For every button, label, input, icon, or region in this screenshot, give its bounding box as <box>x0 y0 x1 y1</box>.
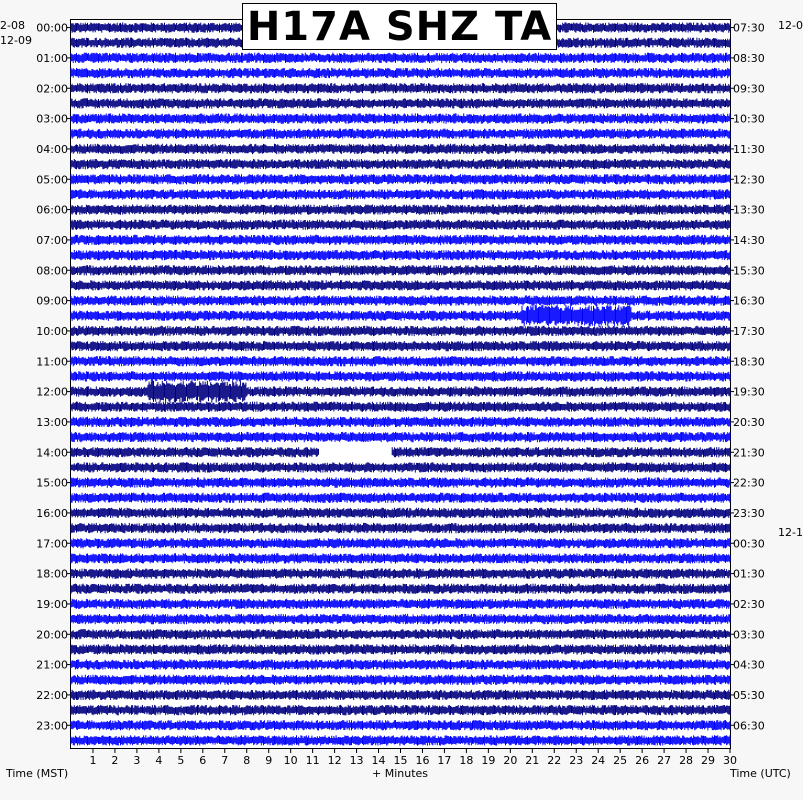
left-tick-label: 06:00 <box>36 203 68 217</box>
x-tick-label: 27 <box>657 754 672 767</box>
left-tick-label: 11:00 <box>36 355 68 369</box>
x-tick-label: 25 <box>613 754 628 767</box>
left-tick-label: 09:00 <box>36 294 68 308</box>
right-tick-label: 11:30 <box>733 142 765 156</box>
right-tick-label: 19:30 <box>733 385 765 399</box>
chart-title: H17A SHZ TA <box>246 3 553 50</box>
left-tick-label: 13:00 <box>36 415 68 429</box>
right-tick-label: 13:30 <box>733 203 765 217</box>
x-tick-label: 18 <box>459 754 474 767</box>
right-tick-label: 15:30 <box>733 264 765 278</box>
left-tick-label: 02:00 <box>36 82 68 96</box>
right-tick-label: 03:30 <box>733 628 765 642</box>
right-tick-label: 01:30 <box>733 567 765 581</box>
left-tick-label: 08:00 <box>36 264 68 278</box>
left-tick-label: 21:00 <box>36 658 68 672</box>
x-left-axis-label: Time (MST) <box>6 767 69 780</box>
left-time-ticks <box>36 22 71 733</box>
right-mid-date-label: 12-1 <box>778 526 803 539</box>
left-tick-label: 00:00 <box>36 21 68 35</box>
x-tick-label: 23 <box>569 754 584 767</box>
x-tick-label: 3 <box>133 754 141 767</box>
right-top-date-label: 12-0 <box>778 19 803 32</box>
left-tick-label: 18:00 <box>36 567 68 581</box>
right-tick-label: 06:30 <box>733 719 765 733</box>
left-tick-label: 22:00 <box>36 688 68 702</box>
right-tick-label: 00:30 <box>733 537 765 551</box>
x-tick-label: 19 <box>481 754 496 767</box>
x-tick-label: 10 <box>283 754 298 767</box>
right-tick-label: 14:30 <box>733 233 765 247</box>
x-tick-label: 11 <box>305 754 320 767</box>
x-tick-label: 2 <box>111 754 119 767</box>
x-tick-label: 4 <box>155 754 163 767</box>
x-tick-label: 8 <box>243 754 251 767</box>
left-tick-label: 16:00 <box>36 506 68 520</box>
x-tick-label: 7 <box>221 754 229 767</box>
right-tick-label: 08:30 <box>733 51 765 65</box>
right-tick-label: 20:30 <box>733 415 765 429</box>
right-tick-label: 02:30 <box>733 597 765 611</box>
left-tick-label: 20:00 <box>36 628 68 642</box>
right-tick-label: 23:30 <box>733 506 765 520</box>
x-tick-label: 21 <box>525 754 540 767</box>
right-tick-label: 17:30 <box>733 324 765 338</box>
x-tick-label: 30 <box>723 754 737 767</box>
left-tick-label: 05:00 <box>36 173 68 187</box>
left-tick-label: 23:00 <box>36 719 68 733</box>
left-top-date-label: 2-08 <box>0 19 25 32</box>
x-tick-label: 13 <box>349 754 364 767</box>
title-box <box>242 3 557 50</box>
right-tick-label: 16:30 <box>733 294 765 308</box>
x-tick-label: 14 <box>371 754 386 767</box>
left-tick-label: 03:00 <box>36 112 68 126</box>
x-tick-label: 16 <box>415 754 430 767</box>
left-tick-label: 12:00 <box>36 385 68 399</box>
left-tick-label: 14:00 <box>36 446 68 460</box>
left-tick-label: 19:00 <box>36 597 68 611</box>
right-tick-label: 05:30 <box>733 688 765 702</box>
x-axis-label: + Minutes <box>372 767 429 780</box>
x-tick-label: 15 <box>393 754 408 767</box>
right-tick-label: 09:30 <box>733 82 765 96</box>
x-tick-label: 26 <box>635 754 650 767</box>
x-axis-ticks <box>89 748 737 767</box>
x-tick-label: 9 <box>265 754 273 767</box>
right-tick-label: 10:30 <box>733 112 765 126</box>
x-right-axis-label: Time (UTC) <box>730 767 791 780</box>
right-tick-label: 18:30 <box>733 355 765 369</box>
x-tick-label: 20 <box>503 754 518 767</box>
left-tick-label: 17:00 <box>36 537 68 551</box>
x-tick-label: 17 <box>437 754 452 767</box>
x-tick-label: 6 <box>199 754 207 767</box>
right-tick-label: 21:30 <box>733 446 765 460</box>
x-tick-label: 5 <box>177 754 185 767</box>
left-tick-label: 04:00 <box>36 142 68 156</box>
x-tick-label: 28 <box>679 754 694 767</box>
left-tick-label: 15:00 <box>36 476 68 490</box>
right-tick-label: 22:30 <box>733 476 765 490</box>
right-time-ticks <box>730 22 765 733</box>
right-tick-label: 04:30 <box>733 658 765 672</box>
right-tick-label: 07:30 <box>733 21 765 35</box>
right-tick-label: 12:30 <box>733 173 765 187</box>
x-tick-label: 22 <box>547 754 562 767</box>
x-tick-label: 1 <box>89 754 97 767</box>
left-start-date-label: 12-09 <box>0 34 32 47</box>
left-tick-label: 10:00 <box>36 324 68 338</box>
x-tick-label: 12 <box>327 754 342 767</box>
left-tick-label: 01:00 <box>36 51 68 65</box>
left-tick-label: 07:00 <box>36 233 68 247</box>
x-tick-label: 29 <box>701 754 716 767</box>
x-tick-label: 24 <box>591 754 606 767</box>
